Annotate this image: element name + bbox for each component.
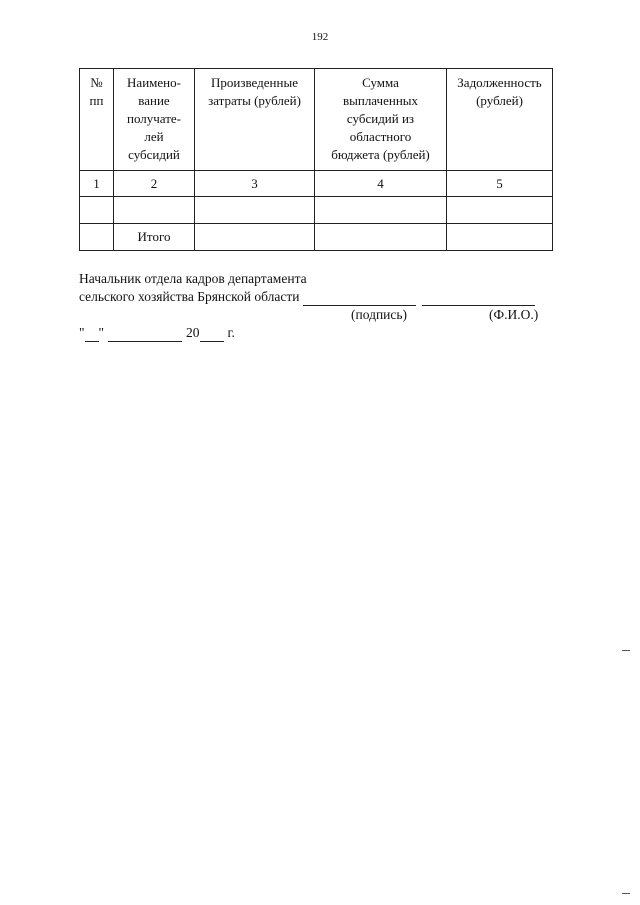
signature-block — [79, 270, 569, 342]
signer-title-line2-row — [79, 288, 569, 306]
column-number: 3 — [195, 171, 315, 197]
page-number: 192 — [311, 31, 329, 43]
signature-captions — [79, 306, 569, 324]
table-cell — [315, 197, 447, 224]
scan-edge-mark — [622, 893, 630, 894]
total-label: Итого — [114, 224, 195, 251]
table-cell — [80, 224, 114, 251]
total-row — [80, 224, 553, 251]
table-cell — [80, 197, 114, 224]
scan-edge-mark — [622, 650, 630, 651]
date-month-blank — [108, 328, 182, 342]
date-year-prefix: 20 — [186, 325, 200, 340]
signer-title-line2: сельского хозяйства Брянской области — [79, 289, 300, 304]
date-year-suffix: г. — [227, 325, 235, 340]
table-cell — [447, 197, 553, 224]
date-close-quote: " — [98, 325, 105, 340]
table-cell — [114, 197, 195, 224]
table-row — [80, 197, 553, 224]
column-number: 4 — [315, 171, 447, 197]
header-paid-subsidies: Сумма выплаченных субсидий из областного бюджета (рублей) — [315, 69, 447, 171]
signature-blank — [303, 292, 416, 306]
signer-title-line1: Начальник отдела кадров департамента — [79, 271, 307, 286]
column-number: 2 — [114, 171, 195, 197]
table-cell — [195, 224, 315, 251]
date-open-quote: " — [79, 325, 85, 340]
column-number: 5 — [447, 171, 553, 197]
header-recipient-name: Наимено- вание получате- лей субсидий — [114, 69, 195, 171]
date-day-blank — [85, 328, 99, 342]
signature-caption: (подпись) — [351, 307, 408, 322]
header-debt: Задолженность (рублей) — [447, 69, 553, 171]
table-cell — [447, 224, 553, 251]
header-costs: Произведенные затраты (рублей) — [195, 69, 315, 171]
subsidy-table — [79, 68, 553, 251]
date-year-blank — [200, 328, 224, 342]
date-line — [79, 324, 569, 342]
column-number-row — [80, 171, 553, 197]
header-number: № пп — [80, 69, 114, 171]
name-blank — [422, 292, 535, 306]
column-number: 1 — [80, 171, 114, 197]
table-header-row — [80, 69, 553, 171]
name-caption: (Ф.И.О.) — [489, 307, 539, 322]
table-cell — [315, 224, 447, 251]
table-cell — [195, 197, 315, 224]
